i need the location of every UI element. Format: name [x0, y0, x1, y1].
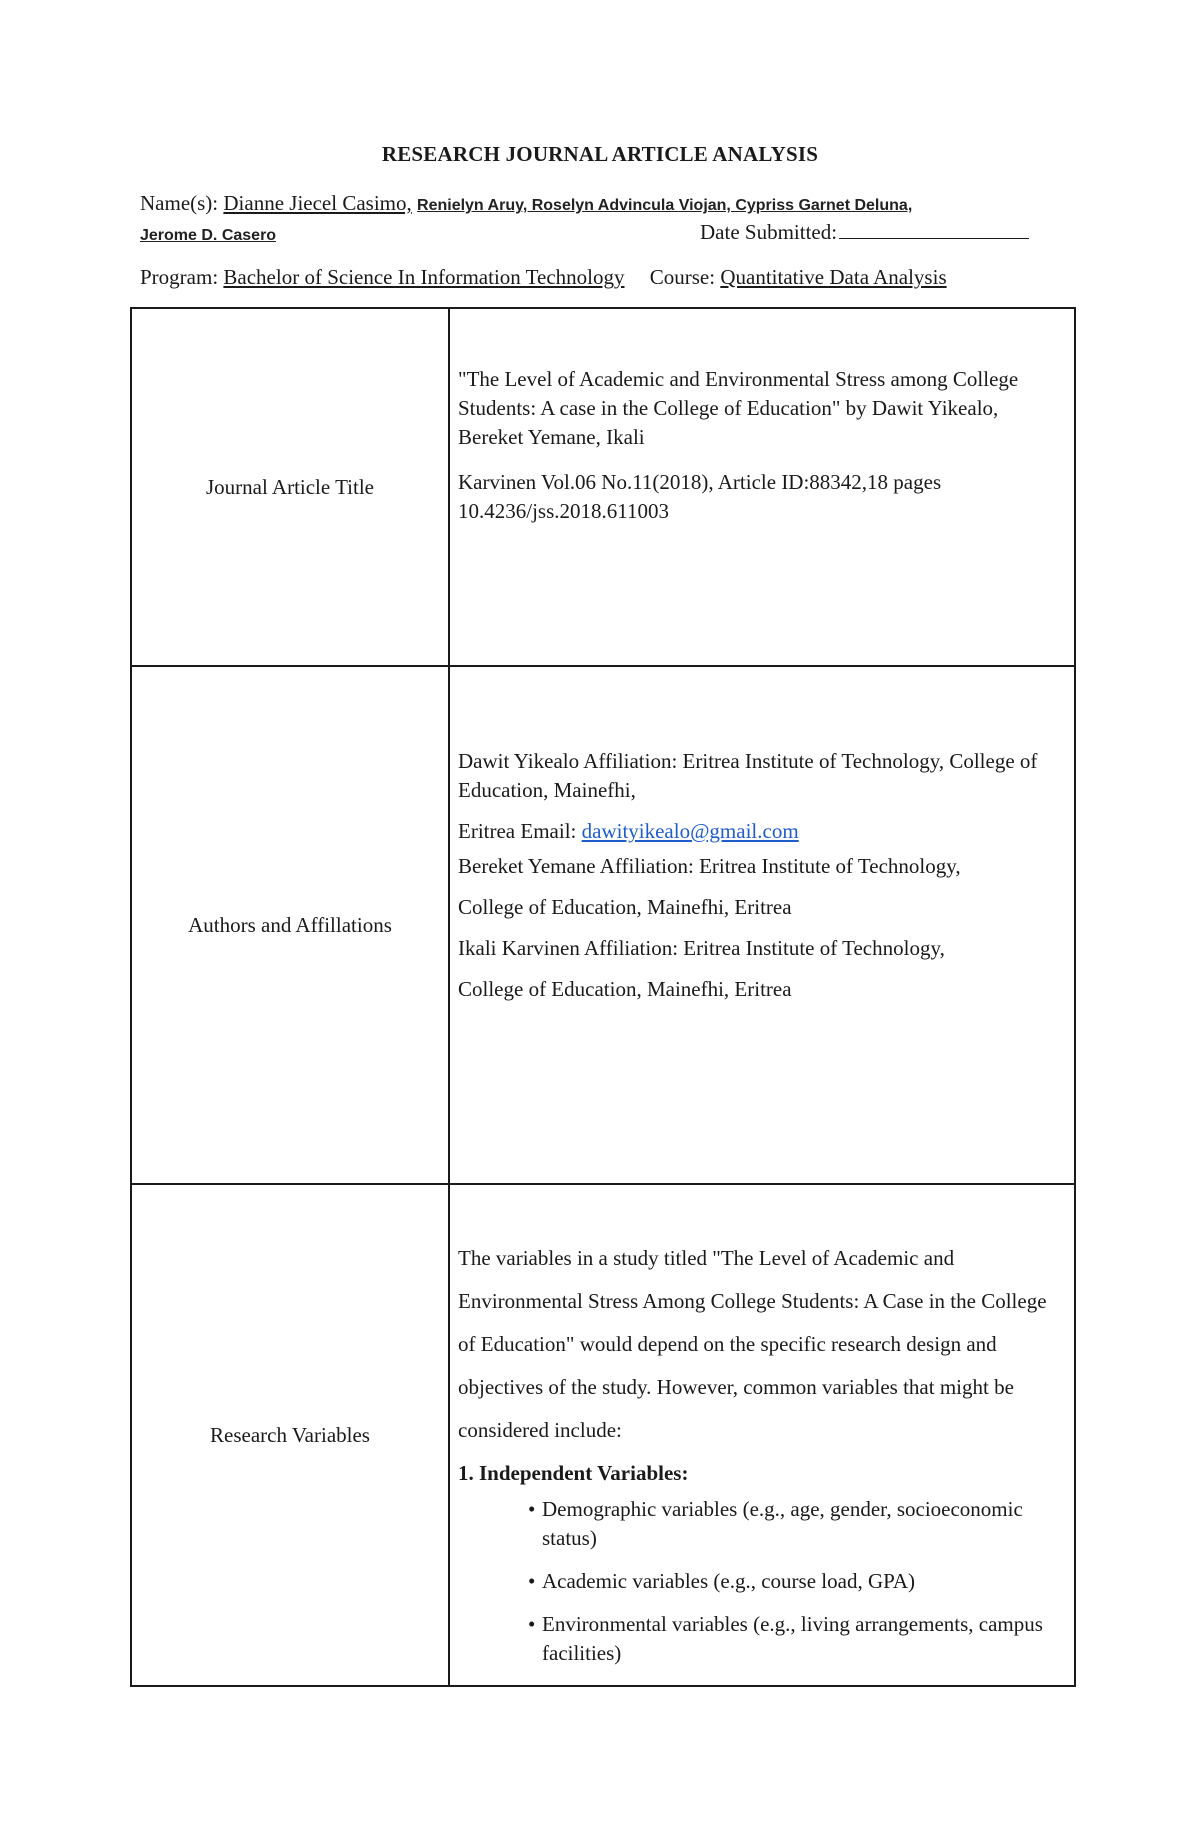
- author-2-college: College of Education, Mainefhi, Eritrea: [458, 895, 792, 919]
- row-content: [450, 1185, 1074, 1685]
- row-label: Research Variables: [132, 1185, 450, 1685]
- variables-paragraph: The variables in a study titled "The Level of Academic and Environmental Stress Among College Students: A Case in the College of Education" would depend on the specific research design and objectives of the study. However, common variables that might be considered include:: [458, 1246, 1047, 1442]
- date-blank-line: [839, 218, 1029, 239]
- author-3-affiliation: Ikali Karvinen Affiliation: Eritrea Institute of Technology,: [458, 936, 945, 960]
- course-label: Course:: [649, 265, 716, 289]
- table-row-authors: [132, 665, 1074, 1183]
- list-item: [528, 1495, 1064, 1553]
- course-value: Quantitative Data Analysis: [720, 265, 947, 289]
- names-last: Jerome D. Casero: [140, 227, 277, 244]
- program-value: Bachelor of Science In Information Technology: [223, 265, 625, 289]
- program-course-line: [140, 265, 947, 290]
- author-1-email-line: [458, 817, 1064, 846]
- author-2-affiliation: Bereket Yemane Affiliation: Eritrea Institute of Technology,: [458, 854, 961, 878]
- list-item: [528, 1567, 1064, 1596]
- email-prefix: Eritrea Email:: [458, 819, 582, 843]
- list-item-text: Academic variables (e.g., course load, GPA): [542, 1569, 916, 1593]
- names-primary: Dianne Jiecel Casimo,: [223, 191, 412, 215]
- names-rest: Renielyn Aruy, Roselyn Advincula Viojan, Cypriss Garnet Deluna,: [417, 197, 913, 214]
- row-content: [450, 667, 1074, 1183]
- date-submitted: [700, 218, 1029, 245]
- author-3-college: College of Education, Mainefhi, Eritrea: [458, 977, 792, 1001]
- names-label: Name(s):: [140, 191, 219, 215]
- analysis-table: [130, 307, 1076, 1687]
- row-label: Authors and Affillations: [132, 667, 450, 1183]
- table-row-research-variables: [132, 1183, 1074, 1685]
- list-item: [528, 1610, 1064, 1668]
- bullet-icon: •: [528, 1569, 536, 1593]
- program-label: Program:: [140, 265, 219, 289]
- names-line: [140, 191, 1070, 216]
- article-citation: Karvinen Vol.06 No.11(2018), Article ID:88342,18 pages 10.4236/jss.2018.611003: [458, 470, 942, 523]
- author-1-affiliation: Dawit Yikealo Affiliation: Eritrea Institute of Technology, College of Education, Mainefhi,: [458, 749, 1038, 802]
- bullet-icon: •: [528, 1612, 536, 1636]
- variables-list: [458, 1495, 1064, 1668]
- row-label: Journal Article Title: [132, 309, 450, 665]
- date-label: Date Submitted:: [700, 220, 838, 244]
- article-title-text: "The Level of Academic and Environmental Stress among College Students: A case in the College of Education" by Dawit Yikealo, Bereket Yemane, Ikali: [458, 367, 1019, 449]
- bullet-icon: •: [528, 1497, 536, 1521]
- table-row-journal-title: [132, 309, 1074, 665]
- document-title: RESEARCH JOURNAL ARTICLE ANALYSIS: [381, 142, 819, 166]
- independent-variables-heading: 1. Independent Variables:: [458, 1461, 689, 1485]
- list-item-text: Demographic variables (e.g., age, gender, socioeconomic status): [542, 1497, 1023, 1550]
- row-content: [450, 309, 1074, 665]
- author-email-link[interactable]: dawityikealo@gmail.com: [581, 819, 799, 843]
- list-item-text: Environmental variables (e.g., living arrangements, campus facilities): [542, 1612, 1043, 1665]
